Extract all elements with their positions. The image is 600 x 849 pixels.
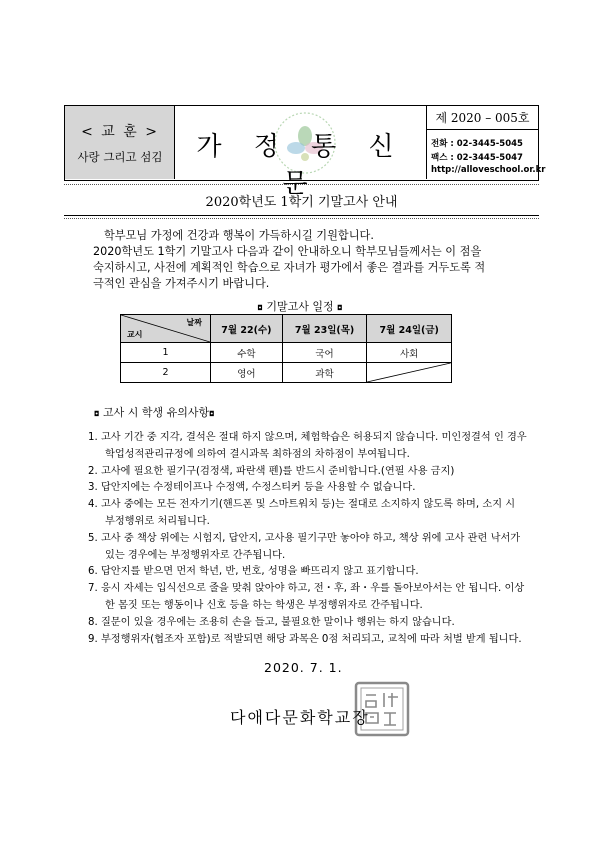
motto-title: < 교 훈 > bbox=[81, 124, 159, 140]
heading-bullet-icon: ◘ bbox=[94, 410, 100, 418]
school-name: 다애다문화학교장 bbox=[230, 708, 370, 727]
diagonal-line-icon bbox=[367, 363, 451, 382]
precautions-heading bbox=[94, 404, 215, 420]
subject-cell: 수학 bbox=[211, 343, 283, 363]
issue-contact-box bbox=[427, 106, 546, 179]
subject-cell: 사회 bbox=[367, 343, 452, 363]
schedule-heading-text: 기말고사 일정 bbox=[266, 300, 334, 313]
phone-number: 전화 : 02-3445-5045 bbox=[431, 139, 523, 149]
list-item: 6. 답안지를 받으면 먼저 학년, 반, 번호, 성명을 빠뜨리지 않고 표기합니다. bbox=[88, 566, 419, 578]
intro-line-4: 극적인 관심을 가져주시기 바랍니다. bbox=[93, 277, 270, 290]
corner-date-label: 날짜 bbox=[186, 318, 202, 327]
paper-title-box bbox=[175, 106, 427, 199]
intro-line-2: 2020학년도 1학기 기말고사 다음과 같이 안내하오니 학부모님들께서는 이 점을 bbox=[93, 245, 482, 258]
fax-number: 팩스 : 02-3445-5047 bbox=[431, 153, 523, 163]
document-title: 2020학년도 1학기 기말고사 안내 bbox=[205, 195, 398, 210]
exam-schedule-table bbox=[120, 314, 452, 383]
subject-cell: 과학 bbox=[282, 363, 367, 383]
paper-title: 가 정 통 신 문 bbox=[196, 132, 406, 199]
list-item: 9. 부정행위자(협조자 포함)로 적발되면 해당 과목은 0점 처리되고, 교칙에 따라 처벌 받게 됩니다. bbox=[88, 633, 522, 645]
heading-bullet-icon: ◘ bbox=[209, 410, 215, 418]
heading-bullet-icon: ◘ bbox=[257, 304, 263, 312]
empty-cell bbox=[367, 363, 452, 383]
motto-text: 사랑 그리고 섬김 bbox=[77, 150, 163, 164]
newsletter-header bbox=[64, 105, 546, 199]
list-item: 4. 고사 중에는 모든 전자기기(핸드폰 및 스마트워치 등)는 절대로 소지하지 않도록 하며, 소지 시 부정행위로 처리됩니다. bbox=[88, 499, 516, 527]
list-item: 7. 응시 자세는 입식선으로 줄을 맞춰 앉아야 하고, 전・후, 좌・우를 돌아보아서는 안 됩니다. 이상한 몸짓 또는 행동이나 신호 등을 하는 학생은 부정행위자로 간주됩니다. bbox=[88, 583, 525, 611]
precautions-list bbox=[88, 430, 528, 648]
date-header-2: 7월 23일(목) bbox=[282, 315, 367, 343]
period-cell: 2 bbox=[121, 363, 211, 383]
heading-bullet-icon: ◘ bbox=[337, 304, 343, 312]
subject-cell: 영어 bbox=[211, 363, 283, 383]
issue-number: 제 2020 – 005호 bbox=[427, 106, 538, 130]
table-row bbox=[121, 363, 452, 383]
schedule-heading bbox=[0, 298, 600, 314]
list-item: 5. 고사 중 책상 위에는 시험지, 답안지, 고사용 필기구만 놓아야 하고, 책상 위에 고사 관련 낙서가 있는 경우에는 부정행위자로 간주됩니다. bbox=[88, 532, 521, 561]
list-item: 8. 질문이 있을 경우에는 조용히 손을 들고, 불필요한 말이나 행위는 하지 않습니다. bbox=[88, 616, 455, 628]
divider-title bbox=[64, 215, 539, 216]
list-item: 1. 고사 기간 중 지각, 결석은 절대 하지 않으며, 체험학습은 허용되지 않습니다. 미인정결석 인 경우 학업성적관리규정에 의하여 결시과목 최하점의 차하점이 부여됩니다. bbox=[88, 432, 527, 460]
issue-date: 2020. 7. 1. bbox=[264, 660, 343, 675]
divider-title-dotted bbox=[64, 218, 539, 219]
list-item: 2. 고사에 필요한 필기구(검정색, 파란색 펜)를 반드시 준비합니다.(연필 사용 금지) bbox=[88, 465, 455, 477]
school-motto-box bbox=[65, 106, 175, 179]
list-item: 3. 답안지에는 수정테이프나 수정액, 수정스티커 등을 사용할 수 없습니다. bbox=[88, 482, 416, 494]
precautions-heading-text: 고사 시 학생 유의사항 bbox=[103, 406, 210, 419]
date-header-3: 7월 24일(금) bbox=[367, 315, 452, 343]
intro-line-3: 숙지하시고, 사전에 계획적인 학습으로 자녀가 평가에서 좋은 결과를 거두도록 적 bbox=[93, 261, 486, 274]
subject-cell: 국어 bbox=[282, 343, 367, 363]
intro-line-1: 학부모님 가정에 건강과 행복이 가득하시길 기원합니다. bbox=[104, 229, 374, 242]
corner-period-label: 교시 bbox=[127, 330, 143, 339]
date-header-1: 7월 22(수) bbox=[211, 315, 283, 343]
table-header-row bbox=[121, 315, 452, 343]
table-corner-cell bbox=[121, 315, 211, 343]
table-row bbox=[121, 343, 452, 363]
divider-top bbox=[64, 184, 539, 185]
website-url: http://alloveschool.or.kr bbox=[431, 165, 546, 175]
period-cell: 1 bbox=[121, 343, 211, 363]
